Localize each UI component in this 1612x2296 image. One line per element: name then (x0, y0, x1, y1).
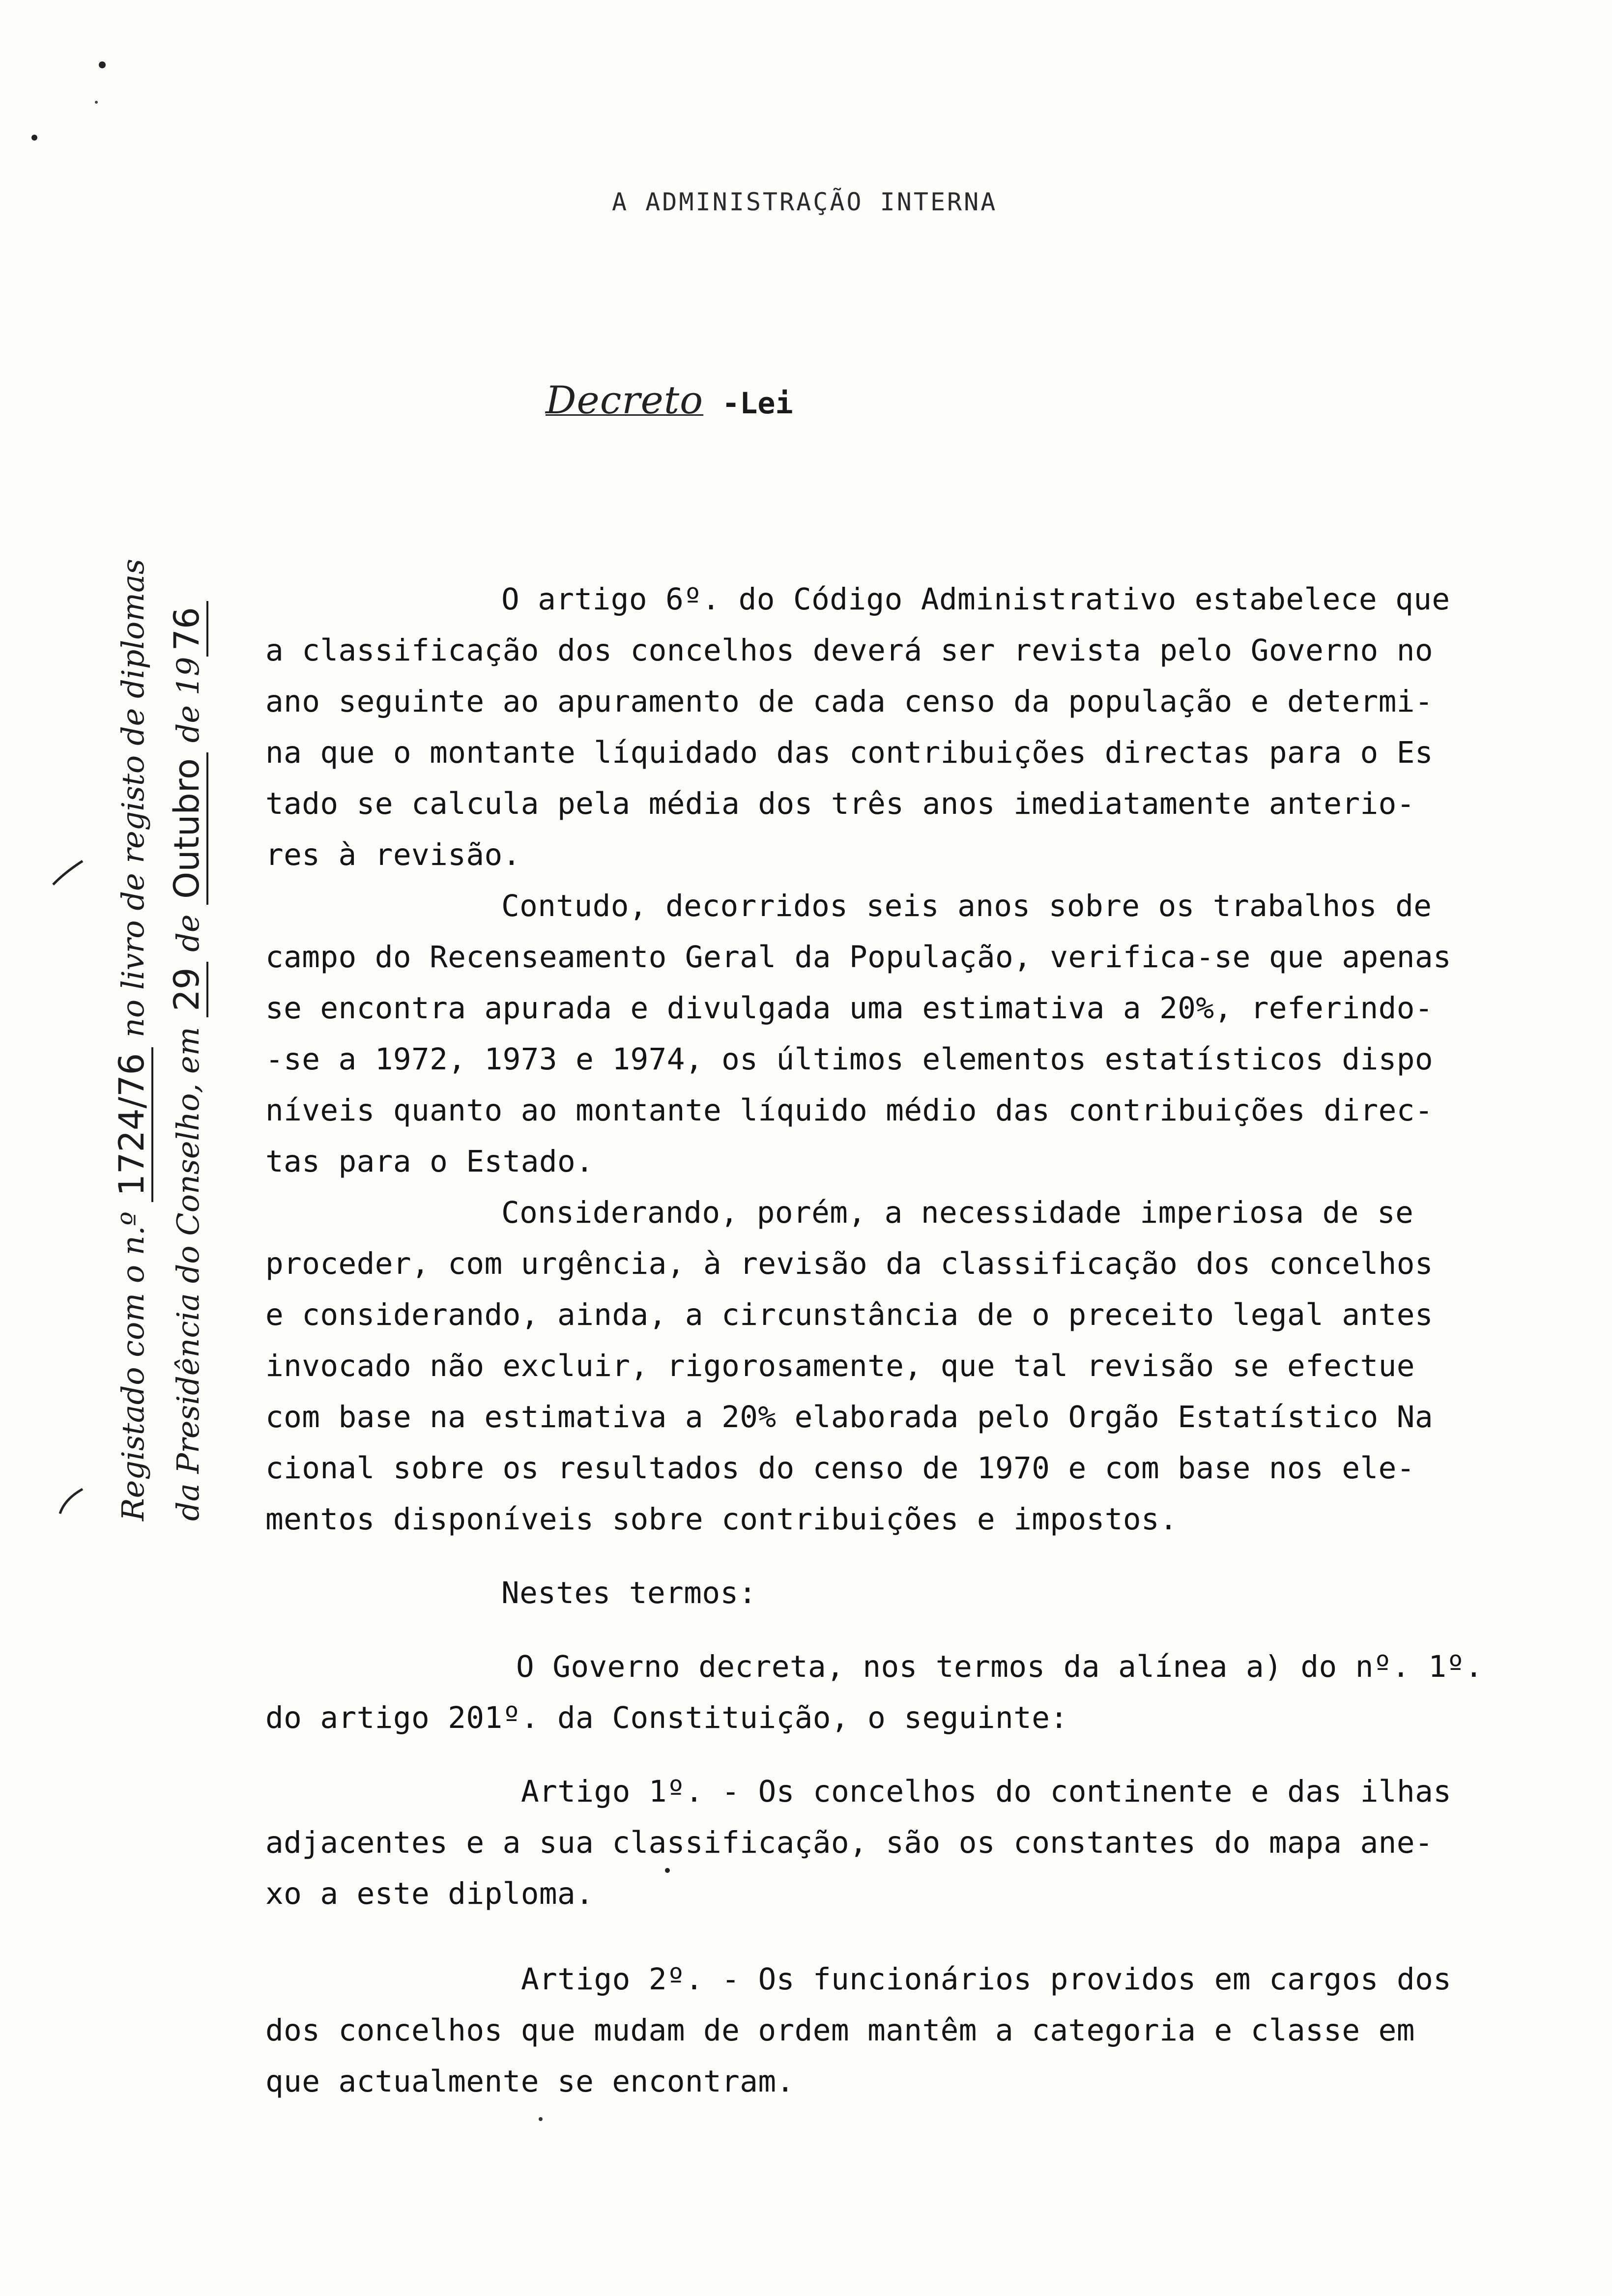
margin-note-line-2 (161, 607, 216, 1521)
margin-note-prefix: da Presidência do Conselho, em (170, 1027, 206, 1521)
text-line: ano seguinte ao apuramento de cada censo da população e determi- (265, 684, 1434, 719)
text-line: tas para o Estado. (265, 1144, 594, 1179)
registration-year: 76 (167, 601, 208, 657)
text-line: proceder, com urgência, à revisão da classificação dos concelhos (265, 1246, 1434, 1281)
text-line: mentos disponíveis sobre contribuições e impostos. (265, 1502, 1178, 1537)
document-heading: A ADMINISTRAÇÃO INTERNA (612, 188, 998, 216)
registration-day: 29 (167, 962, 208, 1017)
text-line: Artigo 2º. - Os funcionários providos em cargos dos (521, 1962, 1452, 1997)
registration-month: Outubro (167, 752, 208, 905)
text-line: com base na estimativa a 20% elaborada pelo Orgão Estatístico Na (265, 1400, 1434, 1435)
scan-speck (31, 135, 37, 141)
margin-note-prefix: Registado com o n.º (115, 1211, 151, 1521)
text-line: dos concelhos que mudam de ordem mantêm a categoria e classe em (265, 2013, 1415, 2048)
bracket-mark (53, 861, 83, 885)
text-line: se encontra apurada e divulgada uma estimativa a 20%, referindo- (265, 991, 1434, 1026)
text-line: -se a 1972, 1973 e 1974, os últimos elementos estatísticos dispo (265, 1042, 1434, 1077)
text-line: que actualmente se encontram. (265, 2064, 795, 2099)
text-line: Considerando, porém, a necessidade imperiosa de se (501, 1195, 1414, 1230)
document-body (265, 574, 1583, 2107)
margin-note-suffix: de 19 (170, 657, 206, 743)
text-line: xo a este diploma. (265, 1876, 594, 1911)
text-line: res à revisão. (265, 837, 521, 872)
scan-speck (95, 101, 98, 104)
text-line: invocado não excluir, rigorosamente, que tal revisão se efectue (265, 1349, 1415, 1383)
text-line: O Governo decreta, nos termos da alínea a) do nº. 1º. (516, 1649, 1483, 1684)
typed-suffix: -Lei (722, 386, 793, 421)
text-line: e considerando, ainda, a circunstância de o preceito legal antes (265, 1297, 1434, 1332)
text-line: a classificação dos concelhos deverá ser revista pelo Governo no (265, 633, 1434, 668)
document-subheading (546, 378, 793, 437)
margin-note-mid: de (170, 914, 206, 952)
text-line: níveis quanto ao montante líquido médio das contribuições direc- (265, 1093, 1434, 1128)
text-line: O artigo 6º. do Código Administrativo estabelece que (501, 582, 1450, 617)
text-line: campo do Recenseamento Geral da População, verifica-se que apenas (265, 940, 1452, 975)
text-line: Artigo 1º. - Os concelhos do continente e das ilhas (521, 1774, 1452, 1809)
text-line: na que o montante líquidado das contribuições directas para o Es (265, 735, 1434, 770)
text-line: Contudo, decorridos seis anos sobre os trabalhos de (501, 889, 1432, 923)
handwritten-word: Decreto (546, 378, 704, 423)
text-line: do artigo 201º. da Constituição, o seguinte: (265, 1700, 1068, 1735)
margin-note-line-1 (106, 559, 161, 1521)
bracket-mark (60, 1489, 83, 1514)
registration-margin-note (106, 559, 216, 1521)
text-line: tado se calcula pela média dos três anos imediatamente anterio- (265, 786, 1415, 821)
text-line: adjacentes e a sua classificação, são os constantes do mapa ane- (265, 1825, 1434, 1860)
registration-number: 1724/76 (112, 1047, 153, 1202)
scan-speck (99, 61, 106, 68)
margin-note-suffix: no livro de registo de diplomas (115, 559, 151, 1038)
scan-speck (539, 2117, 543, 2121)
text-line: cional sobre os resultados do censo de 1970 e com base nos ele- (265, 1451, 1415, 1486)
text-line: Nestes termos: (501, 1576, 757, 1610)
